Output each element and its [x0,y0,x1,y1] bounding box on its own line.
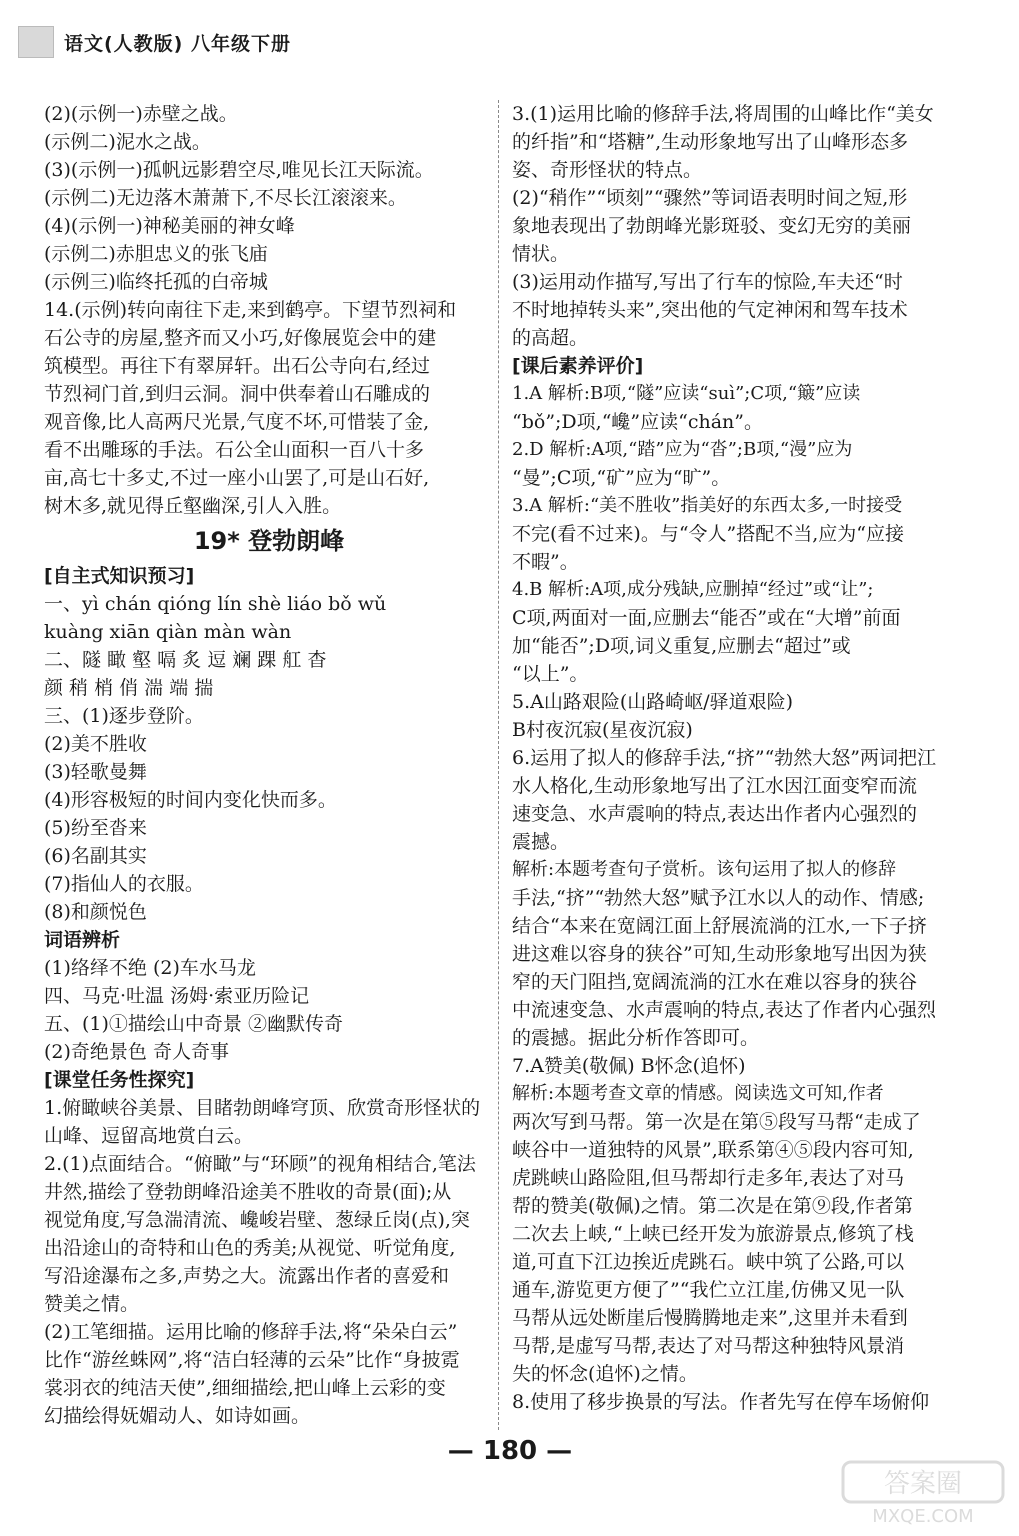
text-line: 3.A 解析:“美不胜收”指美好的东西太多,一时接受 [512,495,903,516]
text-line: 石公寺的房屋,整齐而又小巧,好像展览会中的建 [44,327,437,349]
text-line: (3)(示例一)孤帆远影碧空尽,唯见长江天际流。 [44,159,434,181]
left-column [44,100,494,1430]
text-line: 震撼。 [512,831,570,853]
text-line: 二、隧 瞰 壑 嗝 炙 逗 斓 踝 舡 杳 [44,649,327,671]
text-line: 颜 稍 梢 俏 湍 端 揣 [44,677,214,699]
text-line: 井然,描绘了登勃朗峰沿途美不胜收的奇景(面);从 [44,1181,452,1203]
text-line: 失的怀念(追怀)之情。 [512,1363,698,1385]
svg-text:MXQE.COM: MXQE.COM [872,1506,974,1527]
text-line: 情状。 [512,243,570,265]
text-line: 象地表现出了勃朗峰光影斑驳、变幻无穷的美丽 [512,215,912,237]
lesson-title: 19* 登勃朗峰 [193,527,345,555]
text-line: 3.(1)运用比喻的修辞手法,将周围的山峰比作“美女 [512,103,934,125]
text-line: 速变急、水声震响的特点,表达出作者内心强烈的 [512,803,918,825]
header-decor-box [18,26,54,58]
text-line: B村夜沉寂(星夜沉寂) [512,719,693,741]
text-line: (3)轻歌曼舞 [44,761,147,783]
text-line: 四、马克·吐温 汤姆·索亚历险记 [44,985,310,1007]
page-number: — 180 — [447,1436,573,1466]
text-line: 三、(1)逐步登阶。 [44,705,204,727]
text-line: 观音像,比人高两尺光景,气度不坏,可惜装了金, [44,411,430,433]
text-line: 水人格化,生动形象地写出了江水因江面变窄而流 [512,775,918,797]
text-line: [自主式知识预习] [44,565,195,587]
text-line: (3)运用动作描写,写出了行车的惊险,车夫还“时 [512,271,903,293]
text-line: 不时地掉转头来”,突出他的气定神闲和驾车技术 [512,299,908,321]
text-line: 7.A赞美(敬佩) B怀念(追怀) [512,1055,746,1077]
text-line: 五、(1)①描绘山中奇景 ②幽默传奇 [44,1013,343,1035]
text-line: 看不出雕琢的手法。石公全山面积一百八十多 [44,439,425,461]
text-line: 姿、奇形怪状的特点。 [512,159,703,181]
text-line: 视觉角度,写急湍清流、巉峻岩壁、葱绿丘岗(点),突 [44,1209,470,1231]
text-line: 的高超。 [512,327,589,349]
text-line: 节烈祠门首,到归云洞。洞中供奉着山石雕成的 [44,383,431,405]
text-line: 树木多,就见得丘壑幽深,引人入胜。 [44,495,342,517]
text-line: (4)形容极短的时间内变化快而多。 [44,789,337,811]
text-line: 8.使用了移步换景的写法。作者先写在停车场俯仰 [512,1391,930,1413]
text-line: 山峰、逗留高地赏白云。 [44,1125,254,1147]
svg-text:答案圈: 答案圈 [883,1469,963,1499]
text-line: (2)美不胜收 [44,733,147,755]
text-line: 马帮,是虚写马帮,表达了对马帮这种独特风景消 [512,1335,905,1357]
text-line: (5)纷至沓来 [44,817,147,839]
text-line: (8)和颜悦色 [44,901,147,923]
text-line: 虎跳峡山路险阻,但马帮却行走多年,表达了对马 [512,1167,905,1189]
text-line: (示例三)临终托孤的白帝城 [44,271,268,293]
header-title: 语文(人教版) 八年级下册 [64,32,291,55]
text-line: 筑模型。再往下有翠屏轩。出石公寺向右,经过 [44,355,431,377]
text-line: 比作“游丝蛛网”,将“洁白轻薄的云朵”比作“身披霓 [44,1349,460,1371]
text-line: (示例二)赤胆忠义的张飞庙 [44,243,268,265]
text-line: 6.运用了拟人的修辞手法,“挤”“勃然大怒”两词把江 [512,747,937,769]
text-line: (2)“稍作”“顷刻”“骤然”等词语表明时间之短,形 [512,187,908,209]
text-line: (6)名副其实 [44,845,147,867]
text-line: “曼”;C项,“矿”应为“旷”。 [512,467,731,489]
text-line: [课堂任务性探究] [44,1069,195,1091]
text-line: 4.B 解析:A项,成分残缺,应删掉“经过”或“让”; [512,579,874,600]
text-line: 帮的赞美(敬佩)之情。第二次是在第⑨段,作者第 [512,1195,913,1217]
text-line: 通车,游览更方便了”“我伫立江崖,仿佛又见一队 [512,1279,905,1301]
text-line: 加“能否”;D项,词义重复,应删去“超过”或 [512,635,851,657]
watermark-logo [839,1456,1009,1528]
text-line: 出沿途山的奇特和山色的秀美;从视觉、听觉角度, [44,1237,456,1259]
text-line: “以上”。 [512,663,589,685]
text-line: 幻描绘得妩媚动人、如诗如画。 [44,1405,311,1427]
text-line: 解析:本题考查文章的情感。阅读选文可知,作者 [512,1083,884,1104]
text-line: 一、yì chán qióng lín shè liáo bǒ wǔ [44,593,387,615]
text-line: 写沿途瀑布之多,声势之大。流露出作者的喜爱和 [44,1265,450,1287]
text-line: 裳羽衣的纯洁天使”,细细描绘,把山峰上云彩的变 [44,1377,446,1399]
text-line: 中流速变急、水声震响的特点,表达了作者内心强烈 [512,999,937,1021]
text-line: 亩,高七十多丈,不过一座小山罢了,可是山石好, [44,467,430,489]
page-header [18,18,291,66]
text-line: 词语辨析 [44,929,121,951]
text-line: 二次去上峡,“上峡已经开发为旅游景点,修筑了栈 [512,1223,914,1245]
text-line: (1)络绎不绝 (2)车水马龙 [44,957,256,979]
text-line: 1.俯瞰峡谷美景、目睹勃朗峰穹顶、欣赏奇形怪状的 [44,1097,481,1119]
text-line: kuàng xiān qiàn màn wàn [44,621,292,643]
text-line: 的纤指”和“塔糖”,生动形象地写出了山峰形态多 [512,131,909,153]
text-line: 14.(示例)转向南往下走,来到鹤亭。下望节烈祠和 [44,299,457,321]
text-line: C项,两面对一面,应删去“能否”或在“大增”前面 [512,607,901,629]
text-line: 的震撼。据此分析作答即可。 [512,1027,760,1049]
text-line: (4)(示例一)神秘美丽的神女峰 [44,215,295,237]
text-line: (7)指仙人的衣服。 [44,873,204,895]
text-line: 1.A 解析:B项,“隧”应读“suì”;C项,“簸”应读 [512,383,861,404]
right-column [512,100,970,1416]
text-line: 不完(看不过来)。与“令人”搭配不当,应为“应接 [512,523,905,545]
text-line: (2)(示例一)赤壁之战。 [44,103,238,125]
column-divider [498,100,499,1430]
text-line: 窄的天门阻挡,宽阔流淌的江水在难以容身的狭谷 [512,971,918,993]
text-line: (示例二)无边落木萧萧下,不尽长江滚滚来。 [44,187,407,209]
text-line: 2.(1)点面结合。“俯瞰”与“环顾”的视角相结合,笔法 [44,1153,476,1175]
text-line: 不暇”。 [512,551,579,573]
text-line: 2.D 解析:A项,“踏”应为“沓”;B项,“漫”应为 [512,439,853,460]
text-line: (2)工笔细描。运用比喻的修辞手法,将“朵朵白云” [44,1321,458,1343]
text-line: 解析:本题考查句子赏析。该句运用了拟人的修辞 [512,859,897,880]
text-line: (示例二)泥水之战。 [44,131,211,153]
text-line: 手法,“挤”“勃然大怒”赋予江水以人的动作、情感; [512,887,925,909]
text-line: 进这难以容身的狭谷”可知,生动形象地写出因为狭 [512,943,927,965]
text-line: 5.A山路艰险(山路崎岖/驿道艰险) [512,691,794,713]
text-line: 峡谷中一道独特的风景”,联系第④⑤段内容可知, [512,1139,914,1161]
text-line: [课后素养评价] [512,355,644,377]
text-line: 结合“本来在宽阔江面上舒展流淌的江水,一下子挤 [512,915,927,937]
text-line: “bǒ”;D项,“巉”应读“chán”。 [512,411,763,433]
text-line: 马帮从远处断崖后慢腾腾地走来”,这里并未看到 [512,1307,908,1329]
text-line: 赞美之情。 [44,1293,140,1315]
text-line: 两次写到马帮。第一次是在第⑤段写马帮“走成了 [512,1111,921,1133]
text-line: (2)奇绝景色 奇人奇事 [44,1041,229,1063]
text-line: 道,可直下江边挨近虎跳石。峡中筑了公路,可以 [512,1251,905,1273]
